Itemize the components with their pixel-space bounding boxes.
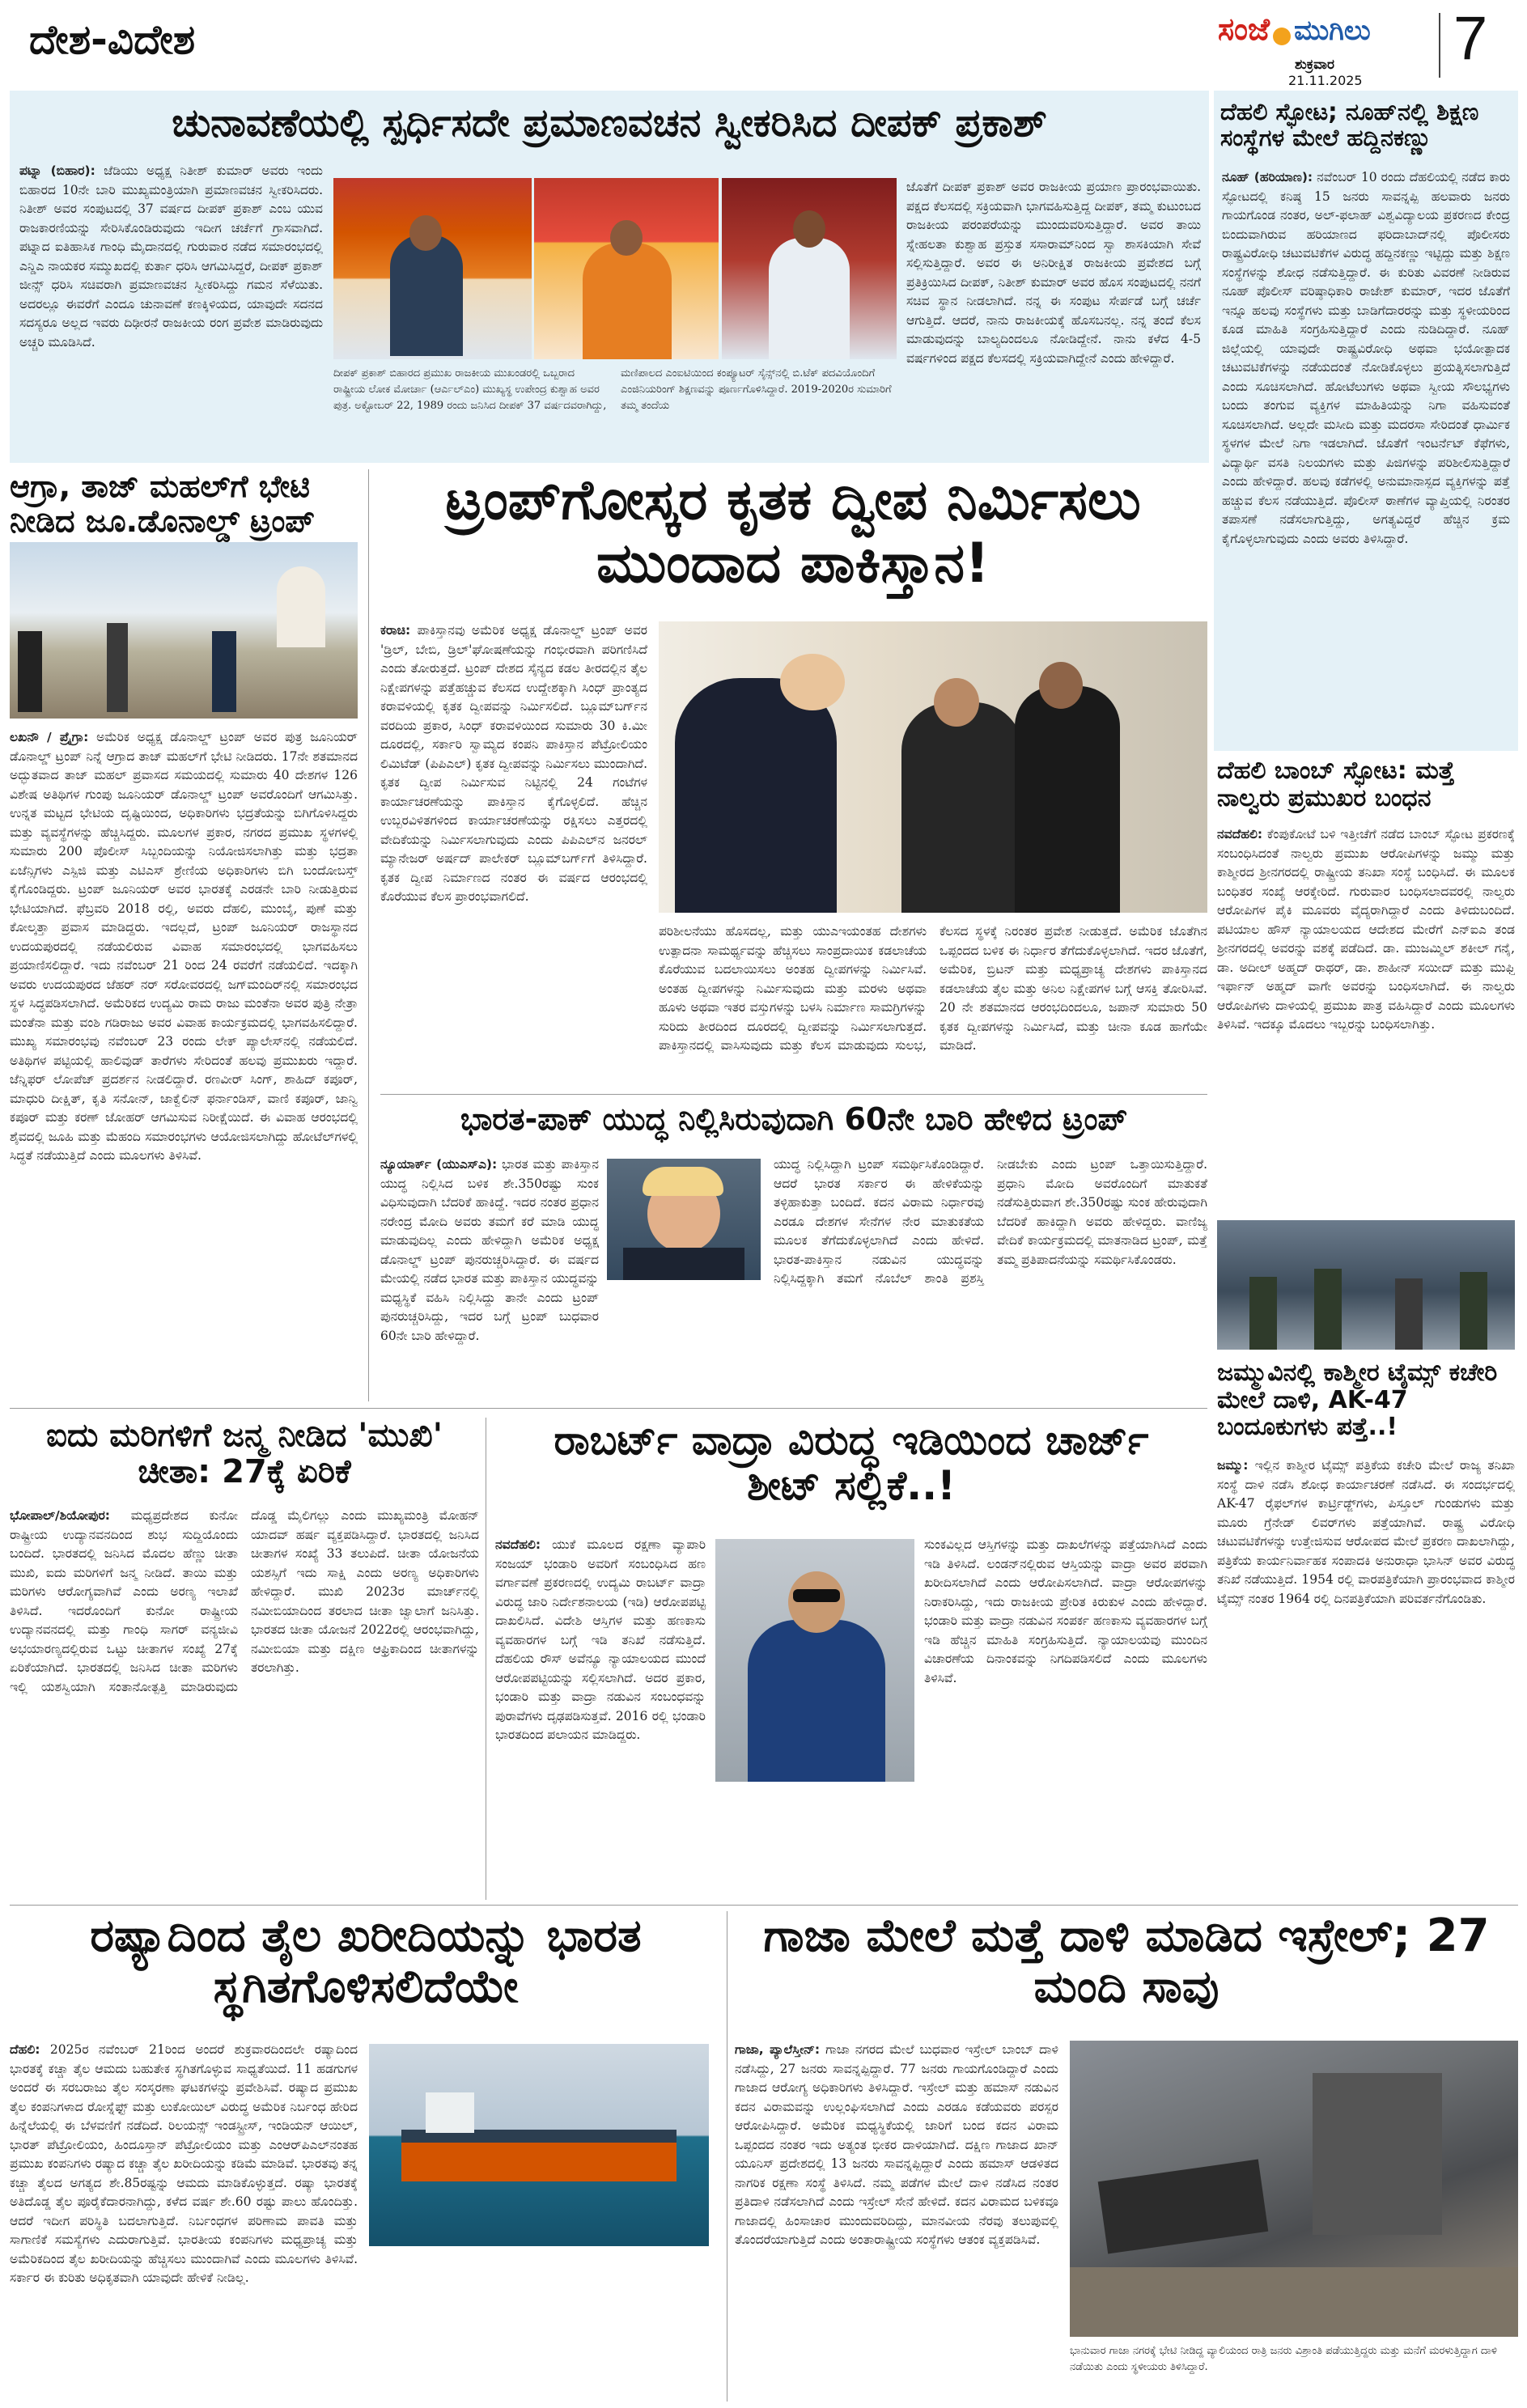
headline: ರಷ್ಯಾದಿಂದ ತೈಲ ಖರೀದಿಯನ್ನು ಭಾರತ ಸ್ಥಗಿತಗೊಳಿಸಲಿದೆಯೇ [90, 1911, 642, 2013]
brand-logo-part-b: ಮುಗಿಲು [1294, 15, 1371, 47]
dateline: ನ್ಯೂಯಾರ್ಕ್ (ಯುಎಸ್‌ಎ): [380, 1157, 498, 1172]
dateline: ದೆಹಲಿ: [10, 2042, 40, 2057]
section-rule [380, 1094, 1207, 1095]
headline: ಐದು ಮರಿಗಳಿಗೆ ಜನ್ಮ ನೀಡಿದ 'ಮುಖಿ' ಚೀತಾ: 27ಕ್ಕೆ ಏರಿಕೆ [45, 1418, 443, 1490]
story-trump-island [380, 469, 1207, 1092]
photo-swearing-in-1 [333, 178, 532, 359]
headline: ಚುನಾವಣೆಯಲ್ಲಿ ಸ್ಪರ್ಧಿಸದೇ ಪ್ರಮಾಣವಚನ ಸ್ವೀಕರಿಸಿದ ದೀಪಕ್ ಪ್ರಕಾಶ್ [172, 100, 1047, 146]
headline: ಟ್ರಂಪ್‌ಗೋಸ್ಕರ ಕೃತಕ ದ್ವೀಪ ನಿರ್ಮಿಸಲು ಮುಂದಾದ ಪಾಕಿಸ್ತಾನ! [445, 469, 1141, 596]
story-text: ಇಲ್ಲಿನ ಕಾಶ್ಮೀರ ಟೈಮ್ಸ್ ಪತ್ರಿಕೆಯ ಕಚೇರಿ ಮೇಲೆ ರಾಜ್ಯ ತನಿಖಾ ಸಂಸ್ಥೆ ದಾಳಿ ನಡೆಸಿ ಶೋಧ ಕಾರ್ಯಾಚರಣೆ ನಡೆಸಿದೆ. ಈ ಸಂದರ್ಭದಲ್ಲಿ AK-47 ರೈಫಲ್‌ಗಳ ಕಾರ್ಟ್ರಿಡ್ಜ್‌ಗಳು, ಪಿಸ್ತೂಲ್ ಗುಂಡುಗಳು ಮತ್ತು ಮೂರು ಗ್ರೆನೇಡ್ ಲಿವರ್‌ಗಳು ಪತ್ತೆಯಾಗಿವೆ. ರಾಷ್ಟ್ರ ವಿರೋಧಿ ಚಟುವಟಿಕೆಗಳನ್ನು ಉತ್ತೇಜಿಸುವ ಆರೋಪದ ಮೇಲೆ ಪ್ರಕರಣ ದಾಖಲಾಗಿದ್ದು, ಪತ್ರಿಕೆಯ ಕಾರ್ಯನಿರ್ವಾಹಕ ಸಂಪಾದಕಿ ಅನುರಾಧಾ ಭಾಸಿನ್ ಅವರ ವಿರುದ್ಧ ತನಿಖೆ ನಡೆಯುತ್ತಿದೆ. 1954 ರಲ್ಲಿ ವಾರಪತ್ರಿಕೆಯಾಗಿ ಪ್ರಾರಂಭವಾದ ಕಾಶ್ಮೀರ ಟೈಮ್ಸ್ ನಂತರ 1964 ರಲ್ಲಿ ದಿನಪತ್ರಿಕೆಯಾಗಿ ಪರಿವರ್ತನೆಗೊಂಡಿತು. [1217, 1458, 1515, 1606]
column-rule [368, 469, 369, 1401]
dateline: ನವದೆಹಲಿ: [495, 1537, 541, 1552]
headline: ಜಮ್ಮುವಿನಲ್ಲಿ ಕಾಶ್ಮೀರ ಟೈಮ್ಸ್ ಕಚೇರಿ ಮೇಲೆ ದಾಳಿ, AK-47 ಬಂದೂಕುಗಳು ಪತ್ತೆ..! [1217, 1359, 1498, 1442]
photo-vadra [715, 1539, 914, 1782]
story-body-left [495, 1536, 706, 1895]
dateline: ಪಟ್ನಾ (ಬಿಹಾರ): [19, 163, 95, 178]
story-text: 2025ರ ನವೆಂಬರ್ 21ರಿಂದ ಅಂದರೆ ಶುಕ್ರವಾರದಿಂದಲೇ ರಷ್ಯಾದಿಂದ ಭಾರತಕ್ಕೆ ಕಚ್ಚಾ ತೈಲ ಆಮದು ಬಹುತೇಕ ಸ್ಥಗಿತಗೊಳ್ಳುವ ಸಾಧ್ಯತೆಯಿದೆ. 11 ಹಡಗುಗಳ ಅಂದರೆ ಈ ಸರಬರಾಜು ತೈಲ ಸಂಸ್ಕರಣಾ ಘಟಕಗಳನ್ನು ಪ್ರವೇಶಿಸಿವೆ. ರಷ್ಯಾದ ಪ್ರಮುಖ ತೈಲ ಕಂಪನಿಗಳಾದ ರೋಸ್ನೆಫ್ಟ್ ಮತ್ತು ಲುಕೋಯಿಲ್ ವಿರುದ್ಧ ಅಮೆರಿಕ ನಿರ್ಬಂಧ ಹೇರಿದ ಹಿನ್ನೆಲೆಯಲ್ಲಿ ಈ ಬೆಳವಣಿಗೆ ನಡೆದಿದೆ. ರಿಲಯನ್ಸ್ ಇಂಡಸ್ಟ್ರೀಸ್, ಇಂಡಿಯನ್ ಆಯಿಲ್, ಭಾರತ್ ಪೆಟ್ರೋಲಿಯಂ, ಹಿಂದೂಸ್ತಾನ್ ಪೆಟ್ರೋಲಿಯಂ ಮತ್ತು ಎಂಆರ್‌ಪಿಎಲ್‌ನಂತಹ ಪ್ರಮುಖ ಕಂಪನಿಗಳು ರಷ್ಯಾದ ಕಚ್ಚಾ ತೈಲ ಖರೀದಿಯನ್ನು ಕಡಿಮೆ ಮಾಡಿವೆ. ಭಾರತವು ತನ್ನ ಕಚ್ಚಾ ತೈಲದ ಅಗತ್ಯದ ಶೇ.85ರಷ್ಟನ್ನು ಆಮದು ಮಾಡಿಕೊಳ್ಳುತ್ತದೆ. ರಷ್ಯಾ ಭಾರತಕ್ಕೆ ಅತಿದೊಡ್ಡ ತೈಲ ಪೂರೈಕೆದಾರನಾಗಿದ್ದು, ಕಳೆದ ವರ್ಷ ಶೇ.60 ರಷ್ಟು ಪಾಲು ಹೊಂದಿತ್ತು. ಆದರೆ ಇದೀಗ ಪರಿಸ್ಥಿತಿ ಬದಲಾಗುತ್ತಿದೆ. ನಿರ್ಬಂಧಗಳ ಪರಿಣಾಮ ಪಾವತಿ ಮತ್ತು ಸಾಗಾಣಿಕೆ ಸಮಸ್ಯೆಗಳು ಎದುರಾಗುತ್ತಿವೆ. ಭಾರತೀಯ ಕಂಪನಿಗಳು ಮಧ್ಯಪ್ರಾಚ್ಯ ಮತ್ತು ಅಮೆರಿಕದಿಂದ ತೈಲ ಖರೀದಿಯನ್ನು ಹೆಚ್ಚಿಸಲು ಮುಂದಾಗಿವೆ ಎಂದು ಮೂಲಗಳು ತಿಳಿಸಿವೆ. ಸರ್ಕಾರ ಈ ಕುರಿತು ಅಧಿಕೃತವಾಗಿ ಯಾವುದೇ ಹೇಳಿಕೆ ನೀಡಿಲ್ಲ. [10, 2042, 358, 2285]
story-russia-oil [10, 1911, 722, 2402]
story-text: ಭಾರತ ಮತ್ತು ಪಾಕಿಸ್ತಾನ ಯುದ್ಧ ನಿಲ್ಲಿಸಿದ ಬಳಿಕ ಶೇ.350ರಷ್ಟು ಸುಂಕ ವಿಧಿಸುವುದಾಗಿ ಬೆದರಿಕೆ ಹಾಕಿದ್ದೆ. ಇದರ ನಂತರ ಪ್ರಧಾನ ನರೇಂದ್ರ ಮೋದಿ ಅವರು ತಮಗೆ ಕರೆ ಮಾಡಿ ಯುದ್ಧ ಮಾಡುವುದಿಲ್ಲ ಎಂದು ಹೇಳಿದ್ದಾಗಿ ಅಮೆರಿಕ ಅಧ್ಯಕ್ಷ ಡೊನಾಲ್ಡ್ ಟ್ರಂಪ್ ಪುನರುಚ್ಚರಿಸಿದ್ದಾರೆ. ಈ ವರ್ಷದ ಮೇಯಲ್ಲಿ ನಡೆದ ಭಾರತ ಮತ್ತು ಪಾಕಿಸ್ತಾನ ಯುದ್ಧವನ್ನು ಮಧ್ಯಸ್ಥಿಕೆ ವಹಿಸಿ ನಿಲ್ಲಿಸಿದ್ದು ತಾನೇ ಎಂದು ಟ್ರಂಪ್ ಪುನರುಚ್ಚರಿಸಿದ್ದು, ಇದರ ಬಗ್ಗೆ ಟ್ರಂಪ್ ಬುಧವಾರ 60ನೇ ಬಾರಿ ಹೇಳಿದ್ದಾರೆ. [380, 1157, 599, 1343]
story-text: ಮಧ್ಯಪ್ರದೇಶದ ಕುನೋ ರಾಷ್ಟ್ರೀಯ ಉದ್ಯಾನವನದಿಂದ ಶುಭ ಸುದ್ದಿಯೊಂದು ಬಂದಿದೆ. ಭಾರತದಲ್ಲಿ ಜನಿಸಿದ ಮೊದಲ ಹೆಣ್ಣು ಚೀತಾ ಮುಖಿ, ಐದು ಮರಿಗಳಿಗೆ ಜನ್ಮ ನೀಡಿದೆ. ತಾಯಿ ಮತ್ತು ಮರಿಗಳು ಆರೋಗ್ಯವಾಗಿವೆ ಎಂದು ಅರಣ್ಯ ಇಲಾಖೆ ತಿಳಿಸಿದೆ. ಇದರೊಂದಿಗೆ ಕುನೋ ರಾಷ್ಟ್ರೀಯ ಉದ್ಯಾನವನದಲ್ಲಿ ಮತ್ತು ಗಾಂಧಿ ಸಾಗರ್ ವನ್ಯಜೀವಿ ಅಭಯಾರಣ್ಯದಲ್ಲಿರುವ ಒಟ್ಟು ಚೀತಾಗಳ ಸಂಖ್ಯೆ 27ಕ್ಕೆ ಏರಿಕೆಯಾಗಿದೆ. ಭಾರತದಲ್ಲಿ ಜನಿಸಿದ ಚೀತಾ ಮರಿಗಳು ಇಲ್ಲಿ ಯಶಸ್ವಿಯಾಗಿ ಸಂತಾನೋತ್ಪತ್ತಿ ಮಾಡಿರುವುದು ದೊಡ್ಡ ಮೈಲಿಗಲ್ಲು ಎಂದು ಮುಖ್ಯಮಂತ್ರಿ ಮೋಹನ್ ಯಾದವ್ ಹರ್ಷ ವ್ಯಕ್ತಪಡಿಸಿದ್ದಾರೆ. ಭಾರತದಲ್ಲಿ ಜನಿಸಿದ ಚೀತಾಗಳ ಸಂಖ್ಯೆ 33 ತಲುಪಿದೆ. ಚೀತಾ ಯೋಜನೆಯ ಯಶಸ್ಸಿಗೆ ಇದು ಸಾಕ್ಷಿ ಎಂದು ಅರಣ್ಯ ಅಧಿಕಾರಿಗಳು ಹೇಳಿದ್ದಾರೆ. ಮುಖಿ 2023ರ ಮಾರ್ಚ್‌ನಲ್ಲಿ ನಮೀಬಿಯಾದಿಂದ ತರಲಾದ ಚೀತಾ ಜ್ವಾಲಾಗೆ ಜನಿಸಿತ್ತು. ಭಾರತದ ಚೀತಾ ಯೋಜನೆ 2022ರಲ್ಲಿ ಆರಂಭವಾಗಿದ್ದು, ನಮೀಬಿಯಾ ಮತ್ತು ದಕ್ಷಿಣ ಆಫ್ರಿಕಾದಿಂದ ಚೀತಾಗಳನ್ನು ತರಲಾಗಿತ್ತು. [10, 1508, 479, 1694]
brand-logo [1218, 11, 1428, 60]
story-text: ಅಮೆರಿಕ ಅಧ್ಯಕ್ಷ ಡೊನಾಲ್ಡ್ ಟ್ರಂಪ್ ಅವರ ಪುತ್ರ ಜೂನಿಯರ್ ಡೊನಾಲ್ಡ್ ಟ್ರಂಪ್ ನಿನ್ನೆ ಆಗ್ರಾದ ತಾಜ್ ಮಹಲ್‌ಗೆ ಭೇಟಿ ನೀಡಿದರು. 17ನೇ ಶತಮಾನದ ಅದ್ಭುತವಾದ ತಾಜ್ ಮಹಲ್ ಪ್ರವಾಸದ ಸಮಯದಲ್ಲಿ ಸುಮಾರು 40 ದೇಶಗಳ 126 ವಿಶೇಷ ಅತಿಥಿಗಳ ಗುಂಪು ಜೂನಿಯರ್ ಡೊನಾಲ್ಡ್ ಟ್ರಂಪ್ ಅವರೊಂದಿಗೆ ಆಗಮಿಸಿತ್ತು. ಉನ್ನತ ಮಟ್ಟದ ಭೇಟಿಯ ದೃಷ್ಟಿಯಿಂದ, ಅಧಿಕಾರಿಗಳು ಭದ್ರತೆಯನ್ನು ಬಿಗಿಗೊಳಿಸಿದ್ದರು ಮತ್ತು ವ್ಯವಸ್ಥೆಗಳನ್ನು ಹೆಚ್ಚಿಸಿದ್ದರು. ಮೂಲಗಳ ಪ್ರಕಾರ, ನಗರದ ಪ್ರಮುಖ ಸ್ಥಳಗಳಲ್ಲಿ ಸುಮಾರು 200 ಪೊಲೀಸ್ ಸಿಬ್ಬಂದಿಯನ್ನು ನಿಯೋಜಿಸಲಾಗಿತ್ತು ಮತ್ತು ಭದ್ರತಾ ಏಜೆನ್ಸಿಗಳು ಎಸ್ಪಿಜಿ ಮತ್ತು ಎಟಿಎಸ್ ಶ್ರೇಣಿಯ ಅಧಿಕಾರಿಗಳು ಬಿಗಿ ಬಂದೋಬಸ್ತ್ ಕೈಗೊಂಡಿದ್ದರು. ಟ್ರಂಪ್ ಜೂನಿಯರ್ ಅವರ ಭಾರತಕ್ಕೆ ಎರಡನೇ ಬಾರಿ ನೀಡುತ್ತಿರುವ ಭೇಟಿಯಾಗಿದೆ. ಫೆಬ್ರವರಿ 2018 ರಲ್ಲಿ, ಅವರು ದೆಹಲಿ, ಮುಂಬೈ, ಪುಣೆ ಮತ್ತು ಕೋಲ್ಕತ್ತಾ ಪ್ರವಾಸ ಮಾಡಿದ್ದರು. ಇದಲ್ಲದೆ, ಟ್ರಂಪ್ ಜೂನಿಯರ್ ರಾಜಸ್ಥಾನದ ಉದಯಪುರದಲ್ಲಿ ನಡೆಯಲಿರುವ ವಿವಾಹ ಸಮಾರಂಭದಲ್ಲಿ ಭಾಗವಹಿಸಲು ಪ್ರಯಾಣಿಸಲಿದ್ದಾರೆ. ಇದು ನವೆಂಬರ್ 21 ರಿಂದ 24 ರವರೆಗೆ ನಡೆಯಲಿದೆ. ಇದಕ್ಕಾಗಿ ಅವರು ಉದಯಪುರದ ಜೆಹರ್ ನರ್ ಸರೋವರದಲ್ಲಿ ಜಗ್‌ಮಂದಿರ್‌ನಲ್ಲಿ ಸಮಾರಂಭದ ಸ್ಥಳ ಸಿದ್ಧಪಡಿಸಲಾಗಿದೆ. ಅಮೆರಿಕದ ಉದ್ಯಮಿ ರಾಮ ರಾಜು ಮಂತೆನಾ ಅವರ ಪುತ್ರಿ ನೇತ್ರಾ ಮಂತೆನಾ ಮತ್ತು ವಂಶಿ ಗಡಿರಾಜು ಅವರ ವಿವಾಹ ಕಾರ್ಯಕ್ರಮದಲ್ಲಿ ಭಾಗವಹಿಸಲಿದ್ದಾರೆ. ಮುಖ್ಯ ಸಮಾರಂಭವು ನವೆಂಬರ್ 23 ರಂದು ಲೇಕ್ ಪ್ಯಾಲೇಸ್‌ನಲ್ಲಿ ನಡೆಯಲಿದೆ. ಅತಿಥಿಗಳ ಪಟ್ಟಿಯಲ್ಲಿ ಹಾಲಿವುಡ್ ತಾರೆಗಳು ಸೇರಿದಂತೆ ಹಲವು ಪ್ರಮುಖರು ಇದ್ದಾರೆ. ಜೆನ್ನಿಫರ್ ಲೋಪೆಜ್ ಪ್ರದರ್ಶನ ನೀಡಲಿದ್ದಾರೆ. ರಣವೀರ್ ಸಿಂಗ್, ಶಾಹಿದ್ ಕಪೂರ್, ಮಾಧುರಿ ದೀಕ್ಷಿತ್, ಕೃತಿ ಸನೋನ್, ಜಾಕ್ವೆಲಿನ್ ಫರ್ನಾಂಡಿಸ್, ವಾಣಿ ಕಪೂರ್, ಜಾನ್ವಿ ಕಪೂರ್ ಮತ್ತು ಕರಣ್ ಜೋಹರ್ ಆಗಮಿಸುವ ನಿರೀಕ್ಷೆಯಿದೆ. ಈ ವಿವಾಹ ಆರಂಭದಲ್ಲಿ ಶೈವದಲ್ಲಿ ಜೂಹಿ ಮತ್ತು ಮೆಹಂದಿ ಸಮಾರಂಭಗಳು ಆಯೋಜಿಸಲಾಗಿದ್ದು ಹೋಟೆಲ್‌ಗಳಲ್ಲಿ ಸಿದ್ಧತೆ ನಡೆಯುತ್ತಿದೆ ಎಂದು ಮೂಲಗಳು ತಿಳಿಸಿವೆ. [10, 730, 358, 1163]
dateline: ನೂಹ್ (ಹರಿಯಾಣ): [1222, 170, 1313, 184]
headline: ದೆಹಲಿ ಬಾಂಬ್ ಸ್ಫೋಟ: ಮತ್ತೆ ನಾಲ್ವರು ಪ್ರಮುಖರ ಬಂಧನ [1217, 757, 1455, 812]
section-rule [10, 1408, 1207, 1409]
headline: ದೆಹಲಿ ಸ್ಫೋಟ; ನೂಹ್‌ನಲ್ಲಿ ಶಿಕ್ಷಣ ಸಂಸ್ಥೆಗಳ ಮೇಲೆ ಹದ್ದಿನಕಣ್ಣು [1220, 98, 1479, 152]
story-cheetah [10, 1418, 479, 1900]
story-text: ಯುಕೆ ಮೂಲದ ರಕ್ಷಣಾ ವ್ಯಾಪಾರಿ ಸಂಜಯ್ ಭಂಡಾರಿ ಅವರಿಗೆ ಸಂಬಂಧಿಸಿದ ಹಣ ವರ್ಗಾವಣೆ ಪ್ರಕರಣದಲ್ಲಿ ಉದ್ಯಮಿ ರಾಬರ್ಟ್ ವಾದ್ರಾ ವಿರುದ್ಧ ಜಾರಿ ನಿರ್ದೇಶನಾಲಯ (ಇಡಿ) ಆರೋಪಪಟ್ಟಿ ದಾಖಲಿಸಿದೆ. ವಿದೇಶಿ ಆಸ್ತಿಗಳ ಮತ್ತು ಹಣಕಾಸು ವ್ಯವಹಾರಗಳ ಬಗ್ಗೆ ಇಡಿ ತನಿಖೆ ನಡೆಸುತ್ತಿದೆ. ದೆಹಲಿಯ ರೌಸ್ ಅವೆನ್ಯೂ ನ್ಯಾಯಾಲಯದ ಮುಂದೆ ಆರೋಪಪಟ್ಟಿಯನ್ನು ಸಲ್ಲಿಸಲಾಗಿದೆ. ಅದರ ಪ್ರಕಾರ, ಭಂಡಾರಿ ಮತ್ತು ವಾದ್ರಾ ನಡುವಿನ ಸಂಬಂಧವನ್ನು ಪುರಾವೆಗಳು ದೃಢಪಡಿಸುತ್ತವೆ. 2016 ರಲ್ಲಿ ಭಂಡಾರಿ ಭಾರತದಿಂದ ಪಲಾಯನ ಮಾಡಿದ್ದರು. [495, 1537, 706, 1742]
issue-day: ಶುಕ್ರವಾರ [1295, 57, 1334, 73]
photo-caption: ಭಾನುವಾರ ಗಾಜಾ ನಗರಕ್ಕೆ ಭೇಟಿ ನೀಡಿದ್ದ ವ್ಯಾಲಿಯಂದ ರಾತ್ರಿ ಜನರು ವಿಶ್ರಾಂತಿ ಪಡೆಯುತ್ತಿದ್ದರು ಮತ್ತು ಮನೆಗೆ ಮರಳುತ್ತಿದ್ದಾಗ ದಾಳಿ ನಡೆಯಿತು ಎಂದು ಸ್ಥಳೀಯರು ತಿಳಿಸಿದ್ದಾರೆ. [1070, 2345, 1497, 2373]
story-body-right: ಪರಿಶೀಲನೆಯು ಹೊಸದಲ್ಲ, ಮತ್ತು ಯುಎಇಯಂತಹ ದೇಶಗಳು ಉತ್ಪಾದನಾ ಸಾಮರ್ಥ್ಯವನ್ನು ಹೆಚ್ಚಿಸಲು ಸಾಂಪ್ರದಾಯಿಕ ಕಡಲಾಚೆಯ ಕೊರೆಯುವ ಬದಲಾಯಿಸಲು ಅಂತಹ ದ್ವೀಪಗಳನ್ನು ನಿರ್ಮಿಸಿವೆ. ಅಂತಹ ದ್ವೀಪಗಳನ್ನು ನಿರ್ಮಿಸುವುದು ಮತ್ತು ಮರಳು ಅಥವಾ ಹೂಳು ಅಥವಾ ಇತರ ವಸ್ತುಗಳನ್ನು ಬಳಸಿ ನಿರ್ಮಾಣ ಸಾಮಗ್ರಿಗಳನ್ನು ಸುರಿದು ತೀರದಿಂದ ದೂರದಲ್ಲಿ ದ್ವೀಪವನ್ನು ನಿರ್ಮಿಸಲಾಗುತ್ತದೆ. ಪಾಕಿಸ್ತಾನದಲ್ಲಿ ವಾಸಿಸುವುದು ಮತ್ತು ಕೆಲಸ ಮಾಡುವುದು ಸುಲಭ, ಕೆಲಸದ ಸ್ಥಳಕ್ಕೆ ನಿರಂತರ ಪ್ರವೇಶ ನೀಡುತ್ತದೆ. ಅಮೆರಿಕ ಜೊತೆಗಿನ ಒಪ್ಪಂದದ ಬಳಿಕ ಈ ನಿರ್ಧಾರ ತೆಗೆದುಕೊಳ್ಳಲಾಗಿದೆ. ಇದರ ಜೊತೆಗೆ, ಅಮೆರಿಕ, ಬ್ರಿಟನ್ ಮತ್ತು ಮಧ್ಯಪ್ರಾಚ್ಯ ದೇಶಗಳು ಪಾಕಿಸ್ತಾನದ ಕಡಲಾಚೆಯ ತೈಲ ಮತ್ತು ಅನಿಲ ನಿಕ್ಷೇಪಗಳ ಬಗ್ಗೆ ಆಸಕ್ತಿ ತೋರಿಸಿವೆ. 20 ನೇ ಶತಮಾನದ ಆರಂಭದಿಂದಲೂ, ಜಪಾನ್ ಸುಮಾರು 50 ಕೃತಕ ದ್ವೀಪಗಳನ್ನು ನಿರ್ಮಿಸಿದೆ, ಮತ್ತು ಚೀನಾ ಕೂಡ ಹಾಗೆಯೇ ಮಾಡಿದೆ. [659, 924, 1207, 1053]
story-jammu [1214, 1220, 1518, 1900]
story-body-right: ಯುದ್ಧ ನಿಲ್ಲಿಸಿದ್ದಾಗಿ ಟ್ರಂಪ್ ಸಮರ್ಥಿಸಿಕೊಂಡಿದ್ದಾರೆ. ಆದರೆ ಭಾರತ ಸರ್ಕಾರ ಈ ಹೇಳಿಕೆಯನ್ನು ತಳ್ಳಿಹಾಕುತ್ತಾ ಬಂದಿದೆ. ಕದನ ವಿರಾಮ ನಿರ್ಧಾರವು ಎರಡೂ ದೇಶಗಳ ಸೇನೆಗಳ ನೇರ ಮಾತುಕತೆಯ ಮೂಲಕ ತೆಗೆದುಕೊಳ್ಳಲಾಗಿದೆ ಎಂದು ಹೇಳಿದೆ. ಭಾರತ-ಪಾಕಿಸ್ತಾನ ನಡುವಿನ ಯುದ್ಧವನ್ನು ನಿಲ್ಲಿಸಿದ್ದಕ್ಕಾಗಿ ತಮಗೆ ನೊಬೆಲ್ ಶಾಂತಿ ಪ್ರಶಸ್ತಿ ನೀಡಬೇಕು ಎಂದು ಟ್ರಂಪ್ ಒತ್ತಾಯಿಸುತ್ತಿದ್ದಾರೆ. ಪ್ರಧಾನಿ ಮೋದಿ ಅವರೊಂದಿಗೆ ಮಾತುಕತೆ ನಡೆಸುತ್ತಿರುವಾಗ ಶೇ.350ರಷ್ಟು ಸುಂಕ ಹೇರುವುದಾಗಿ ಬೆದರಿಕೆ ಹಾಕಿದ್ದಾಗಿ ಅವರು ಹೇಳಿದ್ದರು. ವಾಣಿಜ್ಯ ವೇದಿಕೆ ಕಾರ್ಯಕ್ರಮದಲ್ಲಿ ಮಾತನಾಡಿದ ಟ್ರಂಪ್, ಮತ್ತೆ ತಮ್ಮ ಪ್ರತಿಪಾದನೆಯನ್ನು ಸಮರ್ಥಿಸಿಕೊಂಡರು. [774, 1157, 1207, 1286]
photo-taj-mahal-visit [10, 542, 358, 719]
story-body-right: ಸುಂಕವಿಲ್ಲದ ಆಸ್ತಿಗಳನ್ನು ಮತ್ತು ದಾಖಲೆಗಳನ್ನು ಪತ್ತೆಯಾಗಿಸಿದೆ ಎಂದು ಇಡಿ ತಿಳಿಸಿದೆ. ಲಂಡನ್‌ನಲ್ಲಿರುವ ಆಸ್ತಿಯನ್ನು ವಾದ್ರಾ ಅವರ ಪರವಾಗಿ ಖರೀದಿಸಲಾಗಿದೆ ಎಂದು ಆರೋಪಿಸಲಾಗಿದೆ. ವಾದ್ರಾ ಆರೋಪಗಳನ್ನು ನಿರಾಕರಿಸಿದ್ದು, ಇದು ರಾಜಕೀಯ ಪ್ರೇರಿತ ಕಿರುಕುಳ ಎಂದು ಹೇಳಿದ್ದಾರೆ. ಭಂಡಾರಿ ಮತ್ತು ವಾದ್ರಾ ನಡುವಿನ ಸಂಪರ್ಕ ಹಣಕಾಸು ವ್ಯವಹಾರಗಳ ಬಗ್ಗೆ ಇಡಿ ಹೆಚ್ಚಿನ ಮಾಹಿತಿ ಸಂಗ್ರಹಿಸುತ್ತಿದೆ. ನ್ಯಾಯಾಲಯವು ಮುಂದಿನ ವಿಚಾರಣೆಯ ದಿನಾಂಕವನ್ನು ನಿಗದಿಪಡಿಸಲಿದೆ ಎಂದು ಮೂಲಗಳು ತಿಳಿಸಿವೆ. [924, 1537, 1207, 1685]
story-text: ಗಾಜಾ ನಗರದ ಮೇಲೆ ಬುಧವಾರ ಇಸ್ರೇಲ್ ಬಾಂಬ್ ದಾಳಿ ನಡೆಸಿದ್ದು, 27 ಜನರು ಸಾವನ್ನಪ್ಪಿದ್ದಾರೆ. 77 ಜನರು ಗಾಯಗೊಂಡಿದ್ದಾರೆ ಎಂದು ಗಾಜಾದ ಆರೋಗ್ಯ ಅಧಿಕಾರಿಗಳು ತಿಳಿಸಿದ್ದಾರೆ. ಇಸ್ರೇಲ್ ಮತ್ತು ಹಮಾಸ್ ನಡುವಿನ ಕದನ ವಿರಾಮವನ್ನು ಉಲ್ಲಂಘಿಸಲಾಗಿದೆ ಎಂದು ಎರಡೂ ಕಡೆಯವರು ಪರಸ್ಪರ ಆರೋಪಿಸಿದ್ದಾರೆ. ಅಮೆರಿಕ ಮಧ್ಯಸ್ಥಿಕೆಯಲ್ಲಿ ಜಾರಿಗೆ ಬಂದ ಕದನ ವಿರಾಮ ಒಪ್ಪಂದದ ನಂತರ ಇದು ಅತ್ಯಂತ ಭೀಕರ ದಾಳಿಯಾಗಿದೆ. ದಕ್ಷಿಣ ಗಾಜಾದ ಖಾನ್ ಯೂನಿಸ್ ಪ್ರದೇಶದಲ್ಲಿ 13 ಜನರು ಸಾವನ್ನಪ್ಪಿದ್ದಾರೆ ಎಂದು ಹಮಾಸ್ ಆಡಳಿತದ ನಾಗರಿಕ ರಕ್ಷಣಾ ಸಂಸ್ಥೆ ತಿಳಿಸಿದೆ. ನಮ್ಮ ಪಡೆಗಳ ಮೇಲೆ ದಾಳಿ ನಡೆಸಿದ ನಂತರ ಪ್ರತಿದಾಳಿ ನಡೆಸಲಾಗಿದೆ ಎಂದು ಇಸ್ರೇಲ್ ಸೇನೆ ಹೇಳಿದೆ. ಕದನ ವಿರಾಮದ ಬಳಿಕವೂ ಗಾಜಾದಲ್ಲಿ ಹಿಂಸಾಚಾರ ಮುಂದುವರಿದಿದ್ದು, ಮಾನವೀಯ ನೆರವು ತಲುಪುವಲ್ಲಿ ತೊಂದರೆಯಾಗುತ್ತಿದೆ ಎಂದು ಅಂತಾರಾಷ್ಟ್ರೀಯ ಸಂಸ್ಥೆಗಳು ಆತಂಕ ವ್ಯಕ್ತಪಡಿಸಿವೆ. [735, 2042, 1058, 2247]
masthead [0, 0, 1527, 89]
headline: ಭಾರತ-ಪಾಕ್ ಯುದ್ಧ ನಿಲ್ಲಿಸಿರುವುದಾಗಿ 60ನೇ ಬಾರಿ ಹೇಳಿದ ಟ್ರಂಪ್ [460, 1102, 1128, 1137]
story-body-right: ಜೊತೆಗೆ ದೀಪಕ್ ಪ್ರಕಾಶ್ ಅವರ ರಾಜಕೀಯ ಪ್ರಯಾಣ ಪ್ರಾರಂಭವಾಯಿತು. ಪಕ್ಷದ ಕೆಲಸದಲ್ಲಿ ಸಕ್ರಿಯವಾಗಿ ಭಾಗವಹಿಸುತ್ತಿದ್ದ ದೀಪಕ್, ತಮ್ಮ ಕುಟುಂಬದ ರಾಜಕೀಯ ಪರಂಪರೆಯನ್ನು ಮುಂದುವರಿಸುತ್ತಿದ್ದಾರೆ. ಅವರ ತಾಯಿ ಸ್ನೇಹಲತಾ ಕುಶ್ವಾಹ ಪ್ರಸ್ತುತ ಸಸಾರಾಮ್‌ನಿಂದ ಸ್ವಾ ಶಾಸಕಿಯಾಗಿ ಸೇವೆ ಸಲ್ಲಿಸುತ್ತಿದ್ದಾರೆ. ಅವರ ಈ ಅನಿರೀಕ್ಷಿತ ರಾಜಕೀಯ ಪ್ರವೇಶದ ಬಗ್ಗೆ ಪ್ರತಿಕ್ರಿಯಿಸಿದ ದೀಪಕ್, ನಿತೀಶ್ ಕುಮಾರ್ ಅವರ ಹೊಸ ಸಂಪುಟದಲ್ಲಿ ನನಗೆ ಸಚಿವ ಸ್ಥಾನ ನೀಡಲಾಗಿದೆ. ನನ್ನ ಈ ಸಂಪುಟ ಸೇರ್ಪಡೆ ಬಗ್ಗೆ ಚರ್ಚೆ ಆಗುತ್ತಿದೆ. ಆದರೆ, ನಾನು ರಾಜಕೀಯಕ್ಕೆ ಹೊಸಬನಲ್ಲ. ನನ್ನ ತಂದೆ ಕೆಲಸ ಮಾಡುವುದನ್ನು ಬಾಲ್ಯದಿಂದಲೂ ನೋಡಿದ್ದೇನೆ. ನಾನು ಕಳೆದ 4-5 ವರ್ಷಗಳಿಂದ ಪಕ್ಷದ ಕೆಲಸದಲ್ಲಿ ಸಕ್ರಿಯವಾಗಿದ್ದೇನೆ ಎಂದು ಹೇಳಿದ್ದಾರೆ. [906, 180, 1201, 366]
dateline: ಕರಾಚಿ: [380, 623, 411, 638]
story-vadra [495, 1418, 1207, 1900]
photo-trump-sharif [659, 621, 1207, 913]
story-body [1217, 1456, 1515, 1893]
story-body-left [380, 1155, 599, 1398]
section-title: ದೇಶ-ವಿದೇಶ [29, 16, 196, 63]
headline: ರಾಬರ್ಟ್ ವಾದ್ರಾ ವಿರುದ್ಧ ಇಡಿಯಿಂದ ಚಾರ್ಜ್ ಶೀಟ್ ಸಲ್ಲಿಕೆ..! [554, 1418, 1149, 1509]
story-body [10, 2041, 358, 2397]
story-text: ಕೆಂಪುಕೋಟೆ ಬಳಿ ಇತ್ತೀಚೆಗೆ ನಡೆದ ಬಾಂಬ್ ಸ್ಫೋಟ ಪ್ರಕರಣಕ್ಕೆ ಸಂಬಂಧಿಸಿದಂತೆ ನಾಲ್ವರು ಪ್ರಮುಖ ಆರೋಪಿಗಳನ್ನು ಜಮ್ಮು ಮತ್ತು ಕಾಶ್ಮೀರದ ಶ್ರೀನಗರದಲ್ಲಿ ರಾಷ್ಟ್ರೀಯ ತನಿಖಾ ಸಂಸ್ಥೆ ಬಂಧಿಸಿದೆ. ಈ ಮೂಲಕ ಬಂಧಿತರ ಸಂಖ್ಯೆ ಆರಕ್ಕೇರಿದೆ. ಗುರುವಾರ ಬಂಧಿಸಲಾದವರಲ್ಲಿ ನಾಲ್ವರು ಆರೋಪಿಗಳ ಪೈಕಿ ಮೂವರು ವೈದ್ಯರಾಗಿದ್ದಾರೆ ಎಂದು ತಿಳಿದುಬಂದಿದೆ. ಪಟಿಯಾಲ ಹೌಸ್ ನ್ಯಾಯಾಲಯದ ಆದೇಶದ ಮೇರೆಗೆ ಎನ್‌ಐಎ ತಂಡ ಶ್ರೀನಗರದಲ್ಲಿ ಅವರನ್ನು ವಶಕ್ಕೆ ಪಡೆದಿದೆ. ಡಾ. ಮುಜಮ್ಮಿಲ್ ಶಕೀಲ್ ಗನೈ, ಡಾ. ಅದೀಲ್ ಅಹ್ಮದ್ ರಾಥರ್, ಡಾ. ಶಾಹೀನ್ ಸಯೀದ್ ಮತ್ತು ಮುಫ್ತಿ ಇರ್ಫಾನ್ ಅಹ್ಮದ್ ವಾಗೇ ಅವರನ್ನು ಬಂಧಿಸಲಾಗಿದೆ. ಈ ನಾಲ್ವರು ಆರೋಪಿಗಳು ದಾಳಿಯಲ್ಲಿ ಪ್ರಮುಖ ಪಾತ್ರ ವಹಿಸಿದ್ದಾರೆ ಎಂದು ಮೂಲಗಳು ತಿಳಿಸಿವೆ. ಇದಕ್ಕೂ ಮೊದಲು ಇಬ್ಬರನ್ನು ಬಂಧಿಸಲಾಗಿತ್ತು. [1217, 827, 1515, 1032]
story-text: ನವೆಂಬರ್ 10 ರಂದು ದೆಹಲಿಯಲ್ಲಿ ನಡೆದ ಕಾರು ಸ್ಫೋಟದಲ್ಲಿ ಕನಿಷ್ಠ 15 ಜನರು ಸಾವನ್ನಪ್ಪಿ ಹಲವಾರು ಜನರು ಗಾಯಗೊಂಡ ನಂತರ, ಅಲ್-ಫಲಾಹ್ ವಿಶ್ವವಿದ್ಯಾಲಯ ಪ್ರಕರಣದ ಕೇಂದ್ರ ಬಿಂದುವಾಗಿರುವ ಹರಿಯಾಣದ ಫರಿದಾಬಾದ್‌ನಲ್ಲಿ ಪೊಲೀಸರು ರಾಷ್ಟ್ರವಿರೋಧಿ ಚಟುವಟಿಕೆಗಳ ವಿರುದ್ಧ ಹದ್ದಿನಕಣ್ಣು ಇಟ್ಟಿದ್ದು ಮತ್ತು ಶಿಕ್ಷಣ ಸಂಸ್ಥೆಗಳನ್ನು ಶೋಧ ನಡೆಸುತ್ತಿದ್ದಾರೆ. ಈ ಕುರಿತು ವಿವರಣೆ ನೀಡಿರುವ ನೂಹ್ ಪೊಲೀಸ್ ವರಿಷ್ಠಾಧಿಕಾರಿ ರಾಜೇಶ್ ಕುಮಾರ್, ಇದರ ಜೊತೆಗೆ ಇನ್ನೂ ಹಲವು ಸಂಸ್ಥೆಗಳು ಮತ್ತು ಬಾಡಿಗೆದಾರರನ್ನು ಮತ್ತು ಸ್ಥಳೀಯರಿಂದ ಕೂಡ ಮಾಹಿತಿ ಸಂಗ್ರಹಿಸುತ್ತಿದ್ದಾರೆ ಎಂದು ನುಡಿದಿದ್ದಾರೆ. ನೂಹ್ ಜಿಲ್ಲೆಯಲ್ಲಿ ಯಾವುದೇ ರಾಷ್ಟ್ರವಿರೋಧಿ ಅಥವಾ ಭಯೋತ್ಪಾದಕ ಚಟುವಟಿಕೆಗಳನ್ನು ನಡೆಯದಂತೆ ನೋಡಿಕೊಳ್ಳಲು ಪ್ರಯತ್ನಿಸಲಾಗುತ್ತಿದೆ ಎಂದು ಸೂಚಿಸಲಾಗಿದೆ. ಹೋಟೆಲುಗಳು ಅಥವಾ ಸ್ವೀಯ ಸೌಲಭ್ಯಗಳು ಬಂದು ತಂಗುವ ವ್ಯಕ್ತಿಗಳ ಮಾಹಿತಿಯನ್ನು ನಿಗಾ ವಹಿಸುವಂತೆ ಸೂಚಿಸಲಾಗಿದೆ. ಅಲ್ಲದೇ ಮಸೀದಿ ಮತ್ತು ಮದರಸಾ ಸೇರಿದಂತೆ ಧಾರ್ಮಿಕ ಸ್ಥಳಗಳ ಮೇಲೆ ನಿಗಾ ಇಡಲಾಗಿದೆ. ಜೊತೆಗೆ ಇಂಟರ್ನೆಟ್ ಕೆಫೆಗಳು, ವಿದ್ಯಾರ್ಥಿ ವಸತಿ ನಿಲಯಗಳು ಮತ್ತು ಪಿಜಿಗಳನ್ನು ಪರಿಶೀಲಿಸುತ್ತಿದ್ದಾರೆ ಎಂದು ಹೇಳಿದ್ದಾರೆ. ಹಲವು ಕಡೆಗಳಲ್ಲಿ ಅನುಮಾನಾಸ್ಪದ ವ್ಯಕ್ತಿಗಳನ್ನು ಪತ್ತೆ ಹಚ್ಚುವ ಕೆಲಸ ನಡೆಯುತ್ತಿದೆ. ಪೊಲೀಸ್ ಠಾಣೆಗಳ ವ್ಯಾಪ್ತಿಯಲ್ಲಿ ನಿರಂತರ ತಪಾಸಣೆ ನಡೆಸಲಾಗುತ್ತಿದ್ದು, ಅಗತ್ಯವಿದ್ದರೆ ಹೆಚ್ಚಿನ ಕ್ರಮ ಕೈಗೊಳ್ಳಲಾಗುವುದು ಎಂದು ಅವರು ತಿಳಿಸಿದ್ದಾರೆ. [1222, 170, 1510, 546]
story-delhi-nuh [1214, 91, 1518, 751]
sun-palm-icon [1273, 28, 1291, 45]
story-text: ಜೆಡಿಯು ಅಧ್ಯಕ್ಷ ನಿತೀಶ್ ಕುಮಾರ್ ಅವರು ಇಂದು ಬಿಹಾರದ 10ನೇ ಬಾರಿ ಮುಖ್ಯಮಂತ್ರಿಯಾಗಿ ಪ್ರಮಾಣವಚನ ಸ್ವೀಕರಿಸಿದರು. ನಿತೀಶ್ ಅವರ ಸಂಪುಟದಲ್ಲಿ 37 ವರ್ಷದ ದೀಪಕ್ ಪ್ರಕಾಶ್ ಎಂಬ ಯುವ ರಾಜಕಾರಣಿಯನ್ನು ಸೇರಿಸಿಕೊಂಡಿರುವುದು ಇದೀಗ ಚರ್ಚೆಗೆ ಗ್ರಾಸವಾಗಿದೆ. ಪಟ್ನಾದ ಐತಿಹಾಸಿಕ ಗಾಂಧಿ ಮೈದಾನದಲ್ಲಿ ಗುರುವಾರ ನಡೆದ ಸಮಾರಂಭದಲ್ಲಿ ಎನ್ಡಿಎ ನಾಯಕರ ಸಮ್ಮುಖದಲ್ಲಿ ಕುರ್ತಾ ಧರಿಸಿ ಆಗಮಿಸಿದ್ದರೆ, ದೀಪಕ್ ಪ್ರಕಾಶ್ ಜೀನ್ಸ್ ಧರಿಸಿ ಸಚಿವರಾಗಿ ಪ್ರಮಾಣವಚನ ಸ್ವೀಕರಿಸಿದ್ದು ಗಮನ ಸೆಳೆಯಿತು. ಅದರಲ್ಲೂ ಈವರೆಗೆ ಎಂದೂ ಚುನಾವಣೆ ಕಣಕ್ಕಿಳಿಯದ, ಯಾವುದೇ ಸದನದ ಸದಸ್ಯರೂ ಅಲ್ಲದ ಇವರು ದಿಢೀರನೆ ರಾಜಕೀಯ ರಂಗ ಪ್ರವೇಶ ಮಾಡಿರುವುದು ಅಚ್ಚರಿ ಮೂಡಿಸಿದೆ. [19, 163, 323, 350]
photo-oil-tanker [369, 2044, 709, 2246]
photo-deepak [722, 178, 897, 359]
dateline: ಜಮ್ಮು: [1217, 1458, 1249, 1473]
photo-caption: ದೀಪಕ್ ಪ್ರಕಾಶ್ ಬಿಹಾರದ ಪ್ರಮುಖ ರಾಜಕೀಯ ಮುಖಂಡರಲ್ಲಿ ಒಬ್ಬರಾದ ರಾಷ್ಟ್ರೀಯ ಲೋಕ ಮೋರ್ಚಾ (ಆರ್ಎಲ್ಎಂ) ಮುಖ್ಯಸ್ಥ ಉಪೇಂದ್ರ ಕುಶ್ವಾಹ ಅವರ ಪುತ್ರ. ಅಕ್ಟೋಬರ್ 22, 1989 ರಂದು ಜನಿಸಿದ ದೀಪಕ್ 37 ವರ್ಷದವರಾಗಿದ್ದು, ಮಣಿಪಾಲದ ಎಂಐಟಿಯಿಂದ ಕಂಪ್ಯೂಟರ್ ಸೈನ್ಸ್‌ನಲ್ಲಿ ಬಿ.ಟೆಕ್ ಪದವಿಯೊಂದಿಗೆ ಎಂಜಿನಿಯರಿಂಗ್ ಶಿಕ್ಷಣವನ್ನು ಪೂರ್ಣಗೊಳಿಸಿದ್ದಾರೆ. 2019-2020ರ ಸುಮಾರಿಗೆ ತಮ್ಮ ತಂದೆಯ [333, 367, 892, 412]
story-text: ಪಾಕಿಸ್ತಾನವು ಅಮೆರಿಕ ಅಧ್ಯಕ್ಷ ಡೊನಾಲ್ಡ್ ಟ್ರಂಪ್ ಅವರ 'ಡ್ರಿಲ್, ಬೇಬಿ, ಡ್ರಿಲ್'ಘೋಷಣೆಯನ್ನು ಗಂಭೀರವಾಗಿ ಪರಿಗಣಿಸಿದೆ ಎಂದು ತೋರುತ್ತದೆ. ಟ್ರಂಪ್ ದೇಶದ ಸೈನ್ಯದ ಕಡಲ ತೀರದಲ್ಲಿನ ತೈಲ ನಿಕ್ಷೇಪಗಳನ್ನು ಪತ್ತೆಹಚ್ಚುವ ಕೆಲಸದ ಉದ್ದೇಶಕ್ಕಾಗಿ ಸಿಂಧ್ ಪ್ರಾಂತ್ಯದ ಕರಾವಳಿಯಲ್ಲಿ ಕೃತಕ ದ್ವೀಪವನ್ನು ನಿರ್ಮಿಸಲಿದೆ. ಬ್ಲೂಮ್‌ಬರ್ಗ್‌ನ ವರದಿಯ ಪ್ರಕಾರ, ಸಿಂಧ್ ಕರಾವಳಿಯಿಂದ ಸುಮಾರು 30 ಕಿ.ಮೀ ದೂರದಲ್ಲಿ, ಸರ್ಕಾರಿ ಸ್ವಾಮ್ಯದ ಕಂಪನಿ ಪಾಕಿಸ್ತಾನ ಪೆಟ್ರೋಲಿಯಂ ಲಿಮಿಟೆಡ್ (ಪಿಪಿಎಲ್) ಕೃತಕ ದ್ವೀಪವನ್ನು ನಿರ್ಮಿಸಲು ಮುಂದಾಗಿದೆ. ಕೃತಕ ದ್ವೀಪ ನಿರ್ಮಿಸುವ ನಿಟ್ಟಿನಲ್ಲಿ 24 ಗಂಟೆಗಳ ಕಾರ್ಯಾಚರಣೆಯನ್ನು ಪಾಕಿಸ್ತಾನ ಕೈಗೊಳ್ಳಲಿದೆ. ಹೆಚ್ಚಿನ ಉಬ್ಬರವಿಳಿತಗಳಿಂದ ಕಾರ್ಯಾಚರಣೆಯನ್ನು ರಕ್ಷಿಸಲು ಎತ್ತರದಲ್ಲಿ ವೇದಿಕೆಯನ್ನು ನಿರ್ಮಿಸಲಾಗುವುದು ಎಂದು ಪಿಪಿಎಲ್‌ನ ಜನರಲ್ ಮ್ಯಾನೇಜರ್ ಅರ್ಷದ್ ಪಾಲೇಕರ್ ಬ್ಲೂಮ್‌ಬರ್ಗ್‌ಗೆ ತಿಳಿಸಿದ್ದಾರೆ. ಕೃತಕ ದ್ವೀಪ ನಿರ್ಮಾಣದ ನಂತರ ಈ ವರ್ಷದ ಆರಂಭದಲ್ಲಿ ಕೊರೆಯುವ ಕೆಲಸ ಪ್ರಾರಂಭವಾಗಲಿದೆ. [380, 623, 647, 904]
issue-date: 21.11.2025 [1288, 73, 1363, 88]
dateline: ನವದೆಹಲಿ: [1217, 827, 1263, 842]
story-body-continued [369, 2258, 709, 2397]
story-deepak [10, 91, 1209, 463]
dateline: ಲಖನೌ / ಪ್ರೈಗ್ರಾ: [10, 730, 89, 744]
story-body-left [380, 621, 647, 1084]
brand-logo-part-a: ಸಂಜೆ [1218, 11, 1270, 47]
page-number: 7 [1453, 4, 1488, 73]
headline: ಆಗ್ರಾ, ತಾಜ್ ಮಹಲ್‌ಗೆ ಭೇಟಿ ನೀಡಿದ ಜೂ.ಡೊನಾಲ್ಡ್ ಟ್ರಂಪ್ [10, 469, 315, 539]
masthead-divider [1439, 13, 1440, 78]
dateline: ಗಾಜಾ, ಪ್ಯಾಲೆಸ್ತೀನ್: [735, 2042, 821, 2057]
story-body [10, 728, 358, 1397]
story-body-left [19, 162, 323, 455]
story-body [735, 2041, 1058, 2397]
story-trump-jr [10, 469, 363, 1401]
photo-police-raid [1217, 1220, 1515, 1350]
section-rule [10, 1905, 1518, 1906]
photo-trump-portrait [607, 1159, 761, 1280]
story-trump-60 [380, 1102, 1207, 1401]
story-gaza [735, 1911, 1518, 2402]
photo-swearing-in-2 [534, 178, 719, 359]
dateline: ಭೋಪಾಲ್/ಶಿಯೋಪುರ: [10, 1508, 111, 1523]
headline: ಗಾಜಾ ಮೇಲೆ ಮತ್ತೆ ದಾಳಿ ಮಾಡಿದ ಇಸ್ರೇಲ್; 27 ಮಂದಿ ಸಾವು [763, 1911, 1490, 2013]
photo-gaza-rubble [1070, 2041, 1518, 2337]
story-body [10, 1507, 479, 1895]
story-body [1222, 168, 1510, 743]
